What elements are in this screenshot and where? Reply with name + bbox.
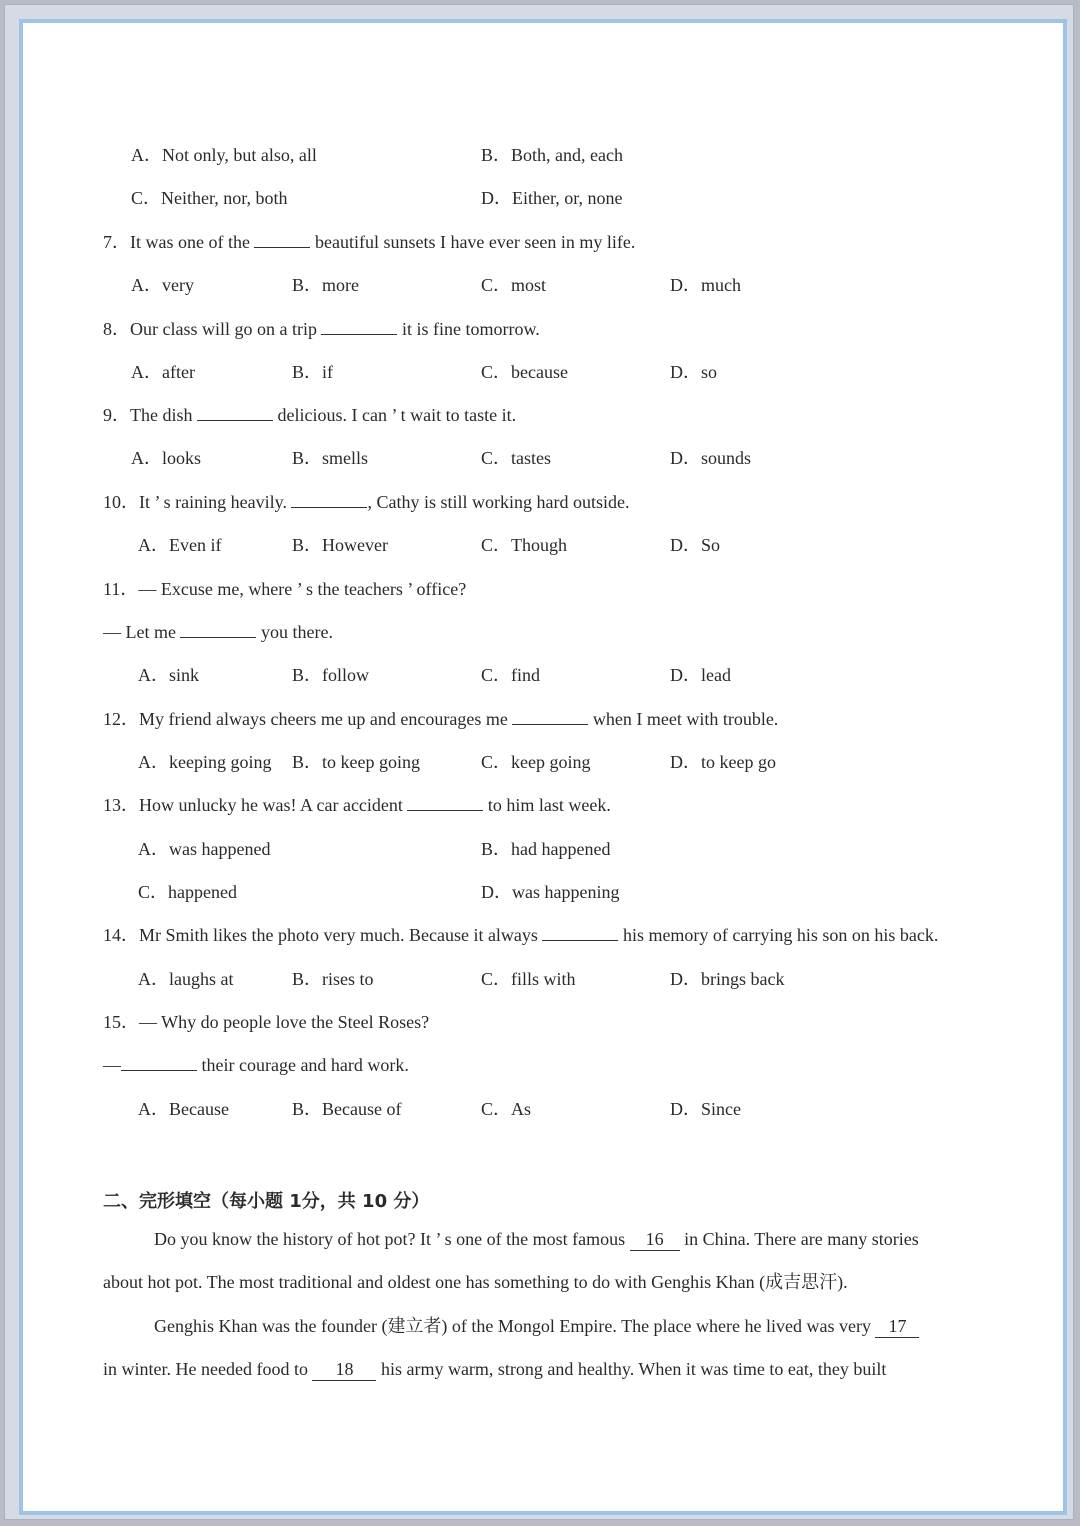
question-number: 9． bbox=[103, 405, 130, 425]
question-text: How unlucky he was! A car accident bbox=[139, 795, 408, 815]
question-number: 7． bbox=[103, 232, 130, 252]
q6-option-c: C．Neither, nor, both bbox=[131, 188, 288, 208]
q7-option-a: A．very bbox=[131, 275, 194, 295]
q8-option-a: A．after bbox=[131, 362, 195, 382]
question-text: The dish bbox=[130, 405, 197, 425]
q15-option-c: C．As bbox=[481, 1099, 532, 1119]
cloze-blank-16: 16 bbox=[630, 1228, 680, 1251]
question-11 bbox=[103, 578, 466, 600]
question-text: it is fine tomorrow. bbox=[397, 319, 540, 339]
question-14 bbox=[103, 924, 938, 946]
q14-option-a: A．laughs at bbox=[138, 969, 234, 989]
question-number: 10． bbox=[103, 492, 139, 512]
question-text: his memory of carrying his son on his back. bbox=[618, 925, 939, 945]
answer-blank bbox=[254, 231, 310, 248]
passage-text: in winter. He needed food to bbox=[103, 1359, 313, 1379]
q14-option-b: B．rises to bbox=[292, 969, 374, 989]
q6-option-a: A．Not only, but also, all bbox=[131, 145, 317, 165]
question-text: It ’ s raining heavily. bbox=[139, 492, 292, 512]
section-heading: 二、完形填空（每小题 1分，共 10 分） bbox=[103, 1191, 430, 1212]
q15-option-a: A．Because bbox=[138, 1099, 229, 1119]
q15-option-d: D．Since bbox=[670, 1099, 741, 1119]
question-text: — Let me bbox=[103, 622, 181, 642]
q8-option-d: D．so bbox=[670, 362, 718, 382]
q7-option-b: B．more bbox=[292, 275, 359, 295]
question-11-line2 bbox=[103, 621, 333, 643]
q13-option-d: D．was happening bbox=[481, 882, 620, 902]
q13-option-b: B．had happened bbox=[481, 839, 611, 859]
question-text: their courage and hard work. bbox=[197, 1055, 409, 1075]
question-text: delicious. I can ’ t wait to taste it. bbox=[273, 405, 517, 425]
q11-option-c: C．find bbox=[481, 665, 541, 685]
question-number: 13． bbox=[103, 795, 139, 815]
q7-option-c: C．most bbox=[481, 275, 547, 295]
question-text: Our class will go on a trip bbox=[130, 319, 322, 339]
question-text: Mr Smith likes the photo very much. Because it always bbox=[139, 925, 543, 945]
question-text: It was one of the bbox=[130, 232, 255, 252]
paragraph-1-line-1 bbox=[154, 1228, 919, 1251]
q9-option-d: D．sounds bbox=[670, 448, 752, 468]
cloze-blank-17: 17 bbox=[875, 1315, 919, 1338]
q15-option-b: B．Because of bbox=[292, 1099, 402, 1119]
q11-option-b: B．follow bbox=[292, 665, 370, 685]
q9-option-b: B．smells bbox=[292, 448, 369, 468]
question-text: beautiful sunsets I have ever seen in my life. bbox=[310, 232, 636, 252]
answer-blank bbox=[407, 794, 483, 811]
q9-option-a: A．looks bbox=[131, 448, 202, 468]
q8-option-c: C．because bbox=[481, 362, 568, 382]
document-frame bbox=[4, 4, 1074, 1520]
question-text: — Excuse me, where ’ s the teachers ’ office? bbox=[138, 579, 467, 599]
paragraph-1-line-2: about hot pot. The most traditional and oldest one has something to do with Genghis Khan (成吉思汗). bbox=[103, 1272, 848, 1292]
q12-option-b: B．to keep going bbox=[292, 752, 420, 772]
question-15 bbox=[103, 1011, 429, 1033]
answer-blank bbox=[180, 621, 256, 638]
question-number: 12． bbox=[103, 709, 139, 729]
question-text: , Cathy is still working hard outside. bbox=[367, 492, 630, 512]
paragraph-2-line-1 bbox=[154, 1315, 919, 1338]
q14-option-c: C．fills with bbox=[481, 969, 576, 989]
passage-text: his army warm, strong and healthy. When it was time to eat, they built bbox=[376, 1359, 887, 1379]
q11-option-d: D．lead bbox=[670, 665, 731, 685]
question-15-line2 bbox=[103, 1054, 409, 1076]
q12-option-c: C．keep going bbox=[481, 752, 591, 772]
question-10 bbox=[103, 491, 629, 513]
question-text: you there. bbox=[256, 622, 333, 642]
answer-blank bbox=[121, 1054, 197, 1071]
q9-option-c: C．tastes bbox=[481, 448, 551, 468]
q10-option-a: A．Even if bbox=[138, 535, 222, 555]
answer-blank bbox=[197, 404, 273, 421]
q6-option-b: B．Both, and, each bbox=[481, 145, 623, 165]
q6-option-d: D．Either, or, none bbox=[481, 188, 623, 208]
q13-option-a: A．was happened bbox=[138, 839, 271, 859]
question-9 bbox=[103, 404, 516, 426]
question-12 bbox=[103, 708, 778, 730]
q10-option-d: D．So bbox=[670, 535, 721, 555]
question-8 bbox=[103, 318, 540, 340]
question-text: — bbox=[103, 1055, 121, 1075]
passage-text: Genghis Khan was the founder (建立者) of the Mongol Empire. The place where he lived was very bbox=[154, 1316, 876, 1336]
paragraph-2-line-2 bbox=[103, 1358, 886, 1381]
question-number: 15． bbox=[103, 1012, 139, 1032]
exam-page bbox=[19, 19, 1067, 1515]
q12-option-d: D．to keep go bbox=[670, 752, 776, 772]
passage-text: in China. There are many stories bbox=[679, 1229, 919, 1249]
q14-option-d: D．brings back bbox=[670, 969, 785, 989]
question-text: My friend always cheers me up and encourages me bbox=[139, 709, 513, 729]
q13-option-c: C．happened bbox=[138, 882, 237, 902]
q8-option-b: B．if bbox=[292, 362, 334, 382]
question-7 bbox=[103, 231, 635, 253]
q10-option-b: B．However bbox=[292, 535, 388, 555]
question-text: when I meet with trouble. bbox=[588, 709, 779, 729]
answer-blank bbox=[321, 318, 397, 335]
q7-option-d: D．much bbox=[670, 275, 741, 295]
question-number: 8． bbox=[103, 319, 130, 339]
question-13 bbox=[103, 794, 611, 816]
q10-option-c: C．Though bbox=[481, 535, 568, 555]
answer-blank bbox=[512, 708, 588, 725]
cloze-blank-18: 18 bbox=[312, 1358, 376, 1381]
answer-blank bbox=[542, 924, 618, 941]
q11-option-a: A．sink bbox=[138, 665, 200, 685]
question-number: 11． bbox=[103, 579, 139, 599]
answer-blank bbox=[291, 491, 367, 508]
passage-text: Do you know the history of hot pot? It ’ s one of the most famous bbox=[154, 1229, 630, 1249]
question-text: — Why do people love the Steel Roses? bbox=[139, 1012, 430, 1032]
question-text: to him last week. bbox=[483, 795, 611, 815]
q12-option-a: A．keeping going bbox=[138, 752, 272, 772]
question-number: 14． bbox=[103, 925, 139, 945]
